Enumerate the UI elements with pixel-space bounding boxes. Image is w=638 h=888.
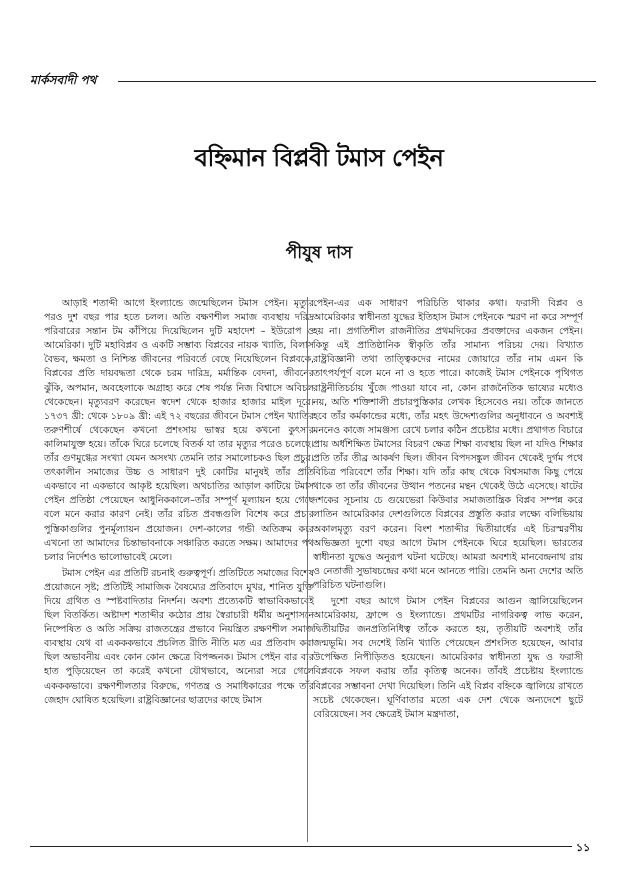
body-paragraph: টমাস পেইন এর প্রতিটি রচনাই গুরুত্বপূর্ণ। প্রতিটিতে সমাজের বিশেষ প্রয়োজনে সৃষ্ট; প্রতিটিই সামাজিক বৈষম্যের প্রতিবাদে মুখর, শানিত যুক্তি দিয়ে গ্রথিত ও স্পষ্টবাদিতার নিদর্শন। অবশ্য প্রত্যেকটি স্বাভাবিকভাবেই ছিল বিতর্কিত। অষ্টাদশ শতাব্দীর কঠোর প্রায় স্বৈরাচারী ধর্মীয় অনুশাসনে নিষ্পেষিত ও অতি সক্রিয় রাজতন্ত্রের প্রভাবে নিয়ন্ত্রিত রক্ষণশীল সমাজ ব্যবস্থায় যেথ বা একককভাবে প্রচলিত রীতি নীতি মত এর প্রতিবাদ করা ছিল অভাবনীয় এবং কোন কোন ক্ষেত্রে বিপজ্জনক। টমাস পেইন বার বার হাত পুড়িয়েছেন তা করেই কখনো যৌথভাবে, অন্যেরা সরে গেলে একককভাবে। রক্ষণশীলতার বিরুদ্ধে, গণতন্ত্র ও সমাধিকারের পক্ষে তাঁর জেহাদ ঘোষিত হয়েছিল। রাষ্ট্রবিজ্ঞানের ছাত্রদের কাছে টমাস bbox=[44, 567, 314, 706]
body-paragraph: পেইন-এর এক সাধারণ পরিচিতি থাকার কথা। ফরাসী বিপ্লব ও আমেরিকার স্বাধীনতা যুদ্ধের ইতিহাস টমাস পেইনকে স্মরণ না করে সম্পূর্ণ হয় না। প্রগতিশীল রাজনীতির প্রথমদিকের প্রবক্তাদের একজন পেইন। কিন্তু এই প্রাতিষ্ঠানিক স্বীকৃতি তাঁর সামান্য পরিচয় দেয়। বিখ্যাত রাষ্ট্রবিজ্ঞানী তথা তাত্ত্বিকদের নামের জোয়ারে তাঁর নাম এমন কি তাৎপর্যপূর্ণ বলে মনে না ও হতে পারে। কাজেই টমাস পেইনকে পৃথিগত রাষ্ট্রনীতিচর্চায় খুঁজে পাওয়া যাবে না, কোন রাজনৈতিক ভাষ্যের মধ্যেও নয়, অতি শক্তিশালী প্রচারপুস্তিকার লেখক হিসেবেও নয়। তাঁকে জানতে হবে তাঁর কর্মকান্ডের মধ্যে, তাঁর মহৎ উদ্দেশ্যগুলির অনুধাবনে ও অবশ্যই মননেও কাজে সামঞ্জস্য রেখে চলার কঠিন প্রচেষ্টার মধ্যে। প্রথাগত বিচারে প্রায় অর্ধশিক্ষিত টমাসের বিচরণ ক্ষেত্র শিক্ষা ব্যবস্থায় ছিল না যদিও শিক্ষার প্রতি তাঁর তীব্র আকর্ষণ ছিল। জীবন বিপদসঙ্কুল জীবন থেকেই দুর্গম পথে বিচিত্র পরিবেশে তাঁর শিক্ষা। যদি তাঁর কাছ থেকে বিশ্বসমাজ কিছু পেয়ে থাকে তা তাঁর জীবনের উত্থান পতনের মন্থন থেকেই উঠে এসেছে। ষাটের দশকের সূচনায় চে গুয়েভেরা কিউবার সমাজতান্ত্রিক বিপ্লব সম্পন্ন করে লাতিন আমেরিকার দেশগুলিতে বিপ্লবের প্রস্তুতি করার লক্ষ্যে বলিভিয়ায় অকালমৃত্যু বরণ করেন। বিংশ শতাব্দীর দ্বিতীয়ার্ধের এই চিরস্মরণীয় অভিজ্ঞতা দুশো বছর আগে টমাস পেইনকে ঘিরে হয়েছিল। ভারতের স্বাধীনতা যুদ্ধেও অনুরূপ ঘটনা ঘটেছে। আমরা অবশ্যই মানবেন্দ্রনাথ রায় ও নেতাজী সুভাষচন্দ্রের কথা মনে আনতে পারি। তেমনি অন্য দেশের অতি পরিচিত ঘটনাগুলি। bbox=[313, 298, 583, 591]
right-column bbox=[313, 297, 583, 845]
left-column bbox=[44, 297, 314, 845]
page-number: ১১ bbox=[576, 841, 591, 854]
footer-rule bbox=[30, 846, 572, 847]
article-title: বহ্নিমান বিপ্লবী টমাস পেইন bbox=[194, 144, 444, 172]
header-rule bbox=[118, 81, 596, 82]
body-paragraph: আড়াই শতাব্দী আগে ইংল্যান্ডে জন্মেছিলেন টমাস পেইন। মৃত্যুর পরও দুশ বছর পার হতে চলল। অতি বক্ষণশীল সমাজ ব্যবস্থায় দরিদ্র পরিবারের সন্তান টম কাঁপিয়ে দিয়েছিলেন দুটি মহাদেশ – ইউরোপ ও আমেরিকা। দুটি মহাবিপ্লব ও একটি সম্ভাব্য বিপ্লবের নায়ক খ্যাতি, বিলাস বৈভব, ক্ষমতা ও নিশ্চিন্ত জীবনের পরিবর্তে বেছে নিয়েছিলেন বিপ্লবকে, বিপ্লবের প্রতি দায়বদ্ধতা থেকে চরম দারিদ্র, মর্মান্তিক বেদনা, জীবনের ঝুঁকি, অপমান, অবহেলাকে অগ্রাহ্য করে শেষ পর্যন্ত নিজ বিশ্বাসে অবিচল থেকেছেন। মৃত্যুবরণ করেছেন স্বদেশ থেকে হাজার হাজার মাইল দূরে। ১৭৩৭ খ্রী: থেকে ১৮০৯ খ্রী: এই ৭২ বছরের জীবনে টমাস পেইন খ্যাতির তরুণশীর্ষে থেকেছেন কখনো প্রশংসায় ভাস্বর হয়ে কখনো কুৎসার কালিমাযুক্ত হয়ে। তাঁকে ঘিরে চলেছে বিতর্ক যা তার মৃত্যুর পরেও চলেছে। তাঁর গুণমুগ্ধের সংখ্যা যেমন অসংখ্য তেমনি তার সমালোচকও ছিল প্রচুর। তৎকালীন সমাজের উচ্চ ও সাধারণ দুই কোটির মানুষই তাঁর প্রতি একভাবে না একভাবে আকৃষ্ট হয়েছিল। অথচাতির আড়াল কাটিয়ে টমাস পেইন প্রতিষ্ঠা পেয়েছেন আধুনিককালে–তাঁর সম্পূর্ণ মূল্যায়ন হয়ে গেছে বলে মনে করার কারণ নেই। তাঁর রচিত প্রবন্ধগুলি বিশেষ করে প্রচার পুস্তিকাগুলির পুনর্মূল্যায়ন প্রয়োজন। দেশ-কালের গন্ডী অতিক্রম করে এখনো তা আমাদের চিন্তাভাবনাকে সঞ্চারিত করতে সক্ষম। আমাদের পথ চলার নির্দেশও ভালোভাবেই মেলে। bbox=[44, 298, 314, 563]
body-paragraph: দুশো বছর আগে টমাস পেইন বিপ্লবের আগুন জ্বালিয়েছিলেন আমেরিকায়, ফ্রান্সে ও ইংল্যান্ডে। প্রথমটির নাগরিকত্ব লাভ করেন, দ্বিতীয়টির জনপ্রতিনিধিত্ব তাঁকে করতে হয়, তৃতীয়টি অবশ্যই তাঁর জন্মভূমি। সব দেশেই তিনি খ্যাতি পেয়েছেন প্রশংসিত হয়েছেন, আবার উপেক্ষিত নিপীড়িতও হয়েছেন। আমেরিকার স্বাধীনতা যুদ্ধ ও ফরাসী বিপ্লবকে সফল করায় তাঁর কৃতিত্ব অনেক। তাঁবই প্রচেষ্টায় ইংল্যান্ডে বিপ্লবের সম্ভাবনা দেখা দিয়েছিল। তিনি এই বিপ্লব বহ্নিকে জ্বালিয়ে রাখতে সচেষ্ট থেকেছেন। ঘূর্ণিবাতার মতো এক দেশ থেকে অন্যদেশে ছুটে বেরিয়েছেন। সব ক্ষেত্রেই টমাস মন্ত্রদাতা, bbox=[313, 595, 583, 720]
running-head: মার্কসবাদী পথ bbox=[30, 73, 97, 87]
column-divider bbox=[307, 297, 308, 842]
author-byline: পীযুষ দাস bbox=[285, 243, 353, 263]
